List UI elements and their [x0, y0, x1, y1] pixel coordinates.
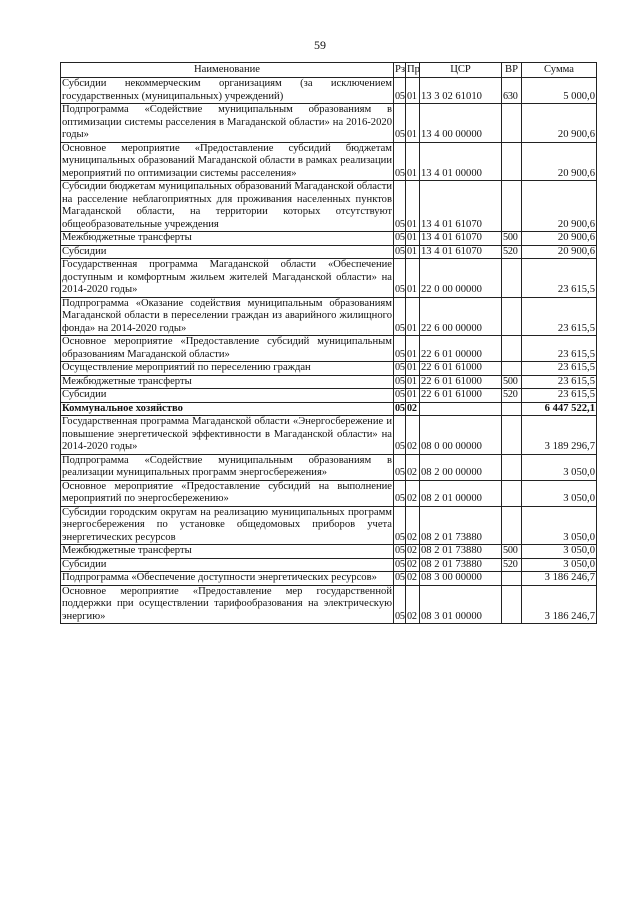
table-body	[61, 78, 597, 624]
table-row	[61, 572, 597, 586]
row-sum: 3 050,0	[522, 545, 597, 559]
table-row	[61, 297, 597, 336]
table-row	[61, 375, 597, 389]
row-pr: 01	[406, 142, 420, 181]
row-pr: 01	[406, 362, 420, 376]
row-pr: 01	[406, 181, 420, 232]
row-pr: 02	[406, 558, 420, 572]
header-pr: Пр	[406, 63, 420, 78]
row-vr	[502, 259, 522, 298]
row-name: Коммунальное хозяйство	[61, 402, 394, 416]
row-pr: 01	[406, 375, 420, 389]
row-name: Подпрограмма «Обеспечение доступности энергетических ресурсов»	[61, 572, 394, 586]
row-pr: 02	[406, 585, 420, 624]
row-vr: 520	[502, 558, 522, 572]
row-name: Субсидии городским округам на реализацию муниципальных программ энергосбережения по установке общедомовых приборов учета энергетических ресурсов	[62, 506, 392, 543]
row-name: Подпрограмма «Содействие муниципальным образованиям в реализации муниципальных программ энергосбережения»	[62, 454, 392, 478]
table-row	[61, 545, 597, 559]
row-pr: 01	[406, 297, 420, 336]
row-name: Межбюджетные трансферты	[61, 375, 394, 389]
row-rz: 05	[394, 585, 406, 624]
row-csr: 22 6 00 00000	[420, 297, 502, 336]
row-rz: 05	[395, 375, 405, 387]
row-name: Подпрограмма «Содействие муниципальным образованиям в оптимизации системы расселения в Магаданской области» на 2016-2020 годы»	[62, 104, 392, 140]
row-name: Субсидии	[61, 389, 394, 403]
row-rz: 05	[394, 181, 406, 232]
row-rz: 05	[394, 416, 406, 455]
row-csr: 08 2 00 00000	[420, 454, 502, 480]
row-name: Государственная программа Магаданской области «Обеспечение доступным и комфортным жильем жителей Магаданской области» на 2014-2020 годы»	[62, 259, 392, 295]
table-row	[61, 558, 597, 572]
row-rz: 05	[394, 142, 406, 181]
row-csr: 13 4 01 61070	[420, 232, 502, 246]
row-vr	[502, 506, 522, 545]
table-row	[61, 585, 597, 624]
row-rz: 05	[394, 506, 406, 545]
row-name: Основное мероприятие «Предоставление субсидий бюджетам муниципальных образований Магаданской области в рамках реализации мероприятий по оптимизации системы расселения»	[62, 142, 392, 179]
row-rz: 05	[394, 297, 406, 336]
row-rz: 05	[394, 336, 406, 362]
row-csr: 22 6 01 61000	[420, 389, 502, 403]
row-pr: 01	[406, 245, 420, 259]
row-sum: 3 050,0	[522, 506, 597, 545]
table-row	[61, 78, 597, 104]
row-sum: 23 615,5	[522, 389, 597, 403]
row-pr: 02	[406, 572, 420, 586]
row-sum: 3 189 296,7	[522, 416, 597, 455]
row-csr: 08 2 01 73880	[420, 506, 502, 545]
row-name: Основное мероприятие «Предоставление субсидий муниципальным образованиям Магаданской области»	[62, 336, 392, 360]
header-name: Наименование	[61, 63, 394, 78]
row-sum: 20 900,6	[522, 142, 597, 181]
table-row	[61, 336, 597, 362]
row-vr	[502, 104, 522, 143]
header-sum: Сумма	[522, 63, 597, 78]
row-pr: 02	[406, 545, 420, 559]
row-rz: 05	[394, 259, 406, 298]
row-sum: 23 615,5	[522, 259, 597, 298]
row-csr: 13 4 01 00000	[420, 142, 502, 181]
row-sum: 23 615,5	[522, 336, 597, 362]
row-vr	[502, 416, 522, 455]
row-csr: 08 3 01 00000	[420, 585, 502, 624]
row-sum: 3 050,0	[522, 480, 597, 506]
row-csr: 08 0 00 00000	[420, 416, 502, 455]
row-vr: 520	[502, 389, 522, 403]
row-vr	[502, 336, 522, 362]
row-name: Субсидии	[61, 558, 394, 572]
row-sum: 6 447 522,1	[522, 402, 597, 416]
row-name: Основное мероприятие «Предоставление мер государственной поддержки при осуществлении тарифообразования на электрическую энергию»	[62, 585, 392, 622]
table-row	[61, 104, 597, 143]
row-vr	[502, 297, 522, 336]
row-csr: 22 6 01 61000	[420, 375, 502, 389]
row-vr	[502, 362, 522, 376]
row-pr: 02	[406, 416, 420, 455]
row-sum: 23 615,5	[522, 375, 597, 389]
table-row	[61, 480, 597, 506]
row-pr: 02	[406, 402, 420, 416]
row-csr: 22 6 01 61000	[420, 362, 502, 376]
row-name: Межбюджетные трансферты	[61, 545, 394, 559]
row-rz: 05	[394, 480, 406, 506]
budget-table	[60, 62, 597, 624]
row-name: Осуществление мероприятий по переселению граждан	[61, 362, 394, 376]
row-csr: 22 0 00 00000	[420, 259, 502, 298]
header-rz: Рз	[394, 63, 406, 78]
row-sum: 3 050,0	[522, 454, 597, 480]
row-csr: 13 4 01 61070	[420, 245, 502, 259]
header-csr: ЦСР	[420, 63, 502, 78]
row-vr	[502, 572, 522, 586]
row-sum: 3 050,0	[522, 558, 597, 572]
row-vr	[502, 585, 522, 624]
row-rz: 05	[395, 572, 405, 584]
row-name: Субсидии	[61, 245, 394, 259]
row-sum: 20 900,6	[522, 232, 597, 246]
row-pr: 01	[406, 259, 420, 298]
row-csr: 08 2 01 73880	[420, 558, 502, 572]
table-row	[61, 259, 597, 298]
table-row	[61, 142, 597, 181]
table-row	[61, 181, 597, 232]
row-rz: 05	[395, 362, 405, 374]
row-sum: 20 900,6	[522, 245, 597, 259]
row-csr: 13 3 02 61010	[420, 78, 502, 104]
table-row	[61, 362, 597, 376]
row-pr: 02	[406, 480, 420, 506]
row-rz: 05	[394, 78, 406, 104]
row-rz: 05	[395, 545, 405, 557]
row-vr: 520	[502, 245, 522, 259]
row-pr: 01	[406, 78, 420, 104]
row-name: Основное мероприятие «Предоставление субсидий на выполнение мероприятий по энергосбережению»	[62, 480, 392, 504]
table-row	[61, 245, 597, 259]
row-name: Государственная программа Магаданской области «Энергосбережение и повышение энергетической эффективности в Магаданской области» на 2014-2020 годы»	[62, 416, 392, 452]
row-sum: 23 615,5	[522, 297, 597, 336]
table-row	[61, 402, 597, 416]
table-row	[61, 232, 597, 246]
row-vr: 630	[502, 78, 522, 104]
page-number: 59	[314, 38, 326, 52]
row-pr: 01	[406, 336, 420, 362]
row-pr: 02	[406, 454, 420, 480]
table-row	[61, 389, 597, 403]
row-name: Субсидии бюджетам муниципальных образований Магаданской области на расселение неблагоприятных для проживания населенных пунктов Магаданской области, на территории которых отсутствуют общеобразовательные учреждения	[62, 181, 392, 230]
row-sum: 3 186 246,7	[522, 585, 597, 624]
row-rz: 05	[394, 104, 406, 143]
table-row	[61, 416, 597, 455]
row-csr: 08 2 01 00000	[420, 480, 502, 506]
row-rz: 05	[395, 232, 405, 244]
row-sum: 5 000,0	[522, 78, 597, 104]
row-pr: 01	[406, 232, 420, 246]
table-row	[61, 506, 597, 545]
row-csr: 22 6 01 00000	[420, 336, 502, 362]
row-csr: 13 4 00 00000	[420, 104, 502, 143]
row-sum: 3 186 246,7	[522, 572, 597, 586]
row-sum: 23 615,5	[522, 362, 597, 376]
row-pr: 01	[406, 389, 420, 403]
row-vr	[502, 142, 522, 181]
table-header-row	[61, 63, 597, 78]
header-vr: ВР	[502, 63, 522, 78]
row-name: Субсидии некоммерческим организациям (за исключением государственных (муниципальных) учреждений)	[62, 78, 392, 102]
row-rz: 05	[395, 389, 405, 401]
row-csr: 13 4 01 61070	[420, 181, 502, 232]
row-csr: 08 3 00 00000	[420, 572, 502, 586]
row-vr	[502, 402, 522, 416]
row-rz: 05	[395, 558, 405, 570]
row-vr	[502, 480, 522, 506]
row-vr: 500	[502, 545, 522, 559]
row-pr: 01	[406, 104, 420, 143]
table-row	[61, 454, 597, 480]
row-vr: 500	[502, 375, 522, 389]
row-rz: 05	[394, 454, 406, 480]
row-vr	[502, 181, 522, 232]
row-csr	[420, 402, 502, 416]
row-vr: 500	[502, 232, 522, 246]
row-sum: 20 900,6	[522, 181, 597, 232]
row-name: Межбюджетные трансферты	[61, 232, 394, 246]
row-rz: 05	[395, 245, 405, 257]
row-sum: 20 900,6	[522, 104, 597, 143]
row-csr: 08 2 01 73880	[420, 545, 502, 559]
row-vr	[502, 454, 522, 480]
row-pr: 02	[406, 506, 420, 545]
row-rz: 05	[395, 402, 405, 414]
row-name: Подпрограмма «Оказание содействия муниципальным образованиям Магаданской области в переселении граждан из аварийного жилищного фонда» на 2014-2020 годы»	[62, 297, 392, 334]
